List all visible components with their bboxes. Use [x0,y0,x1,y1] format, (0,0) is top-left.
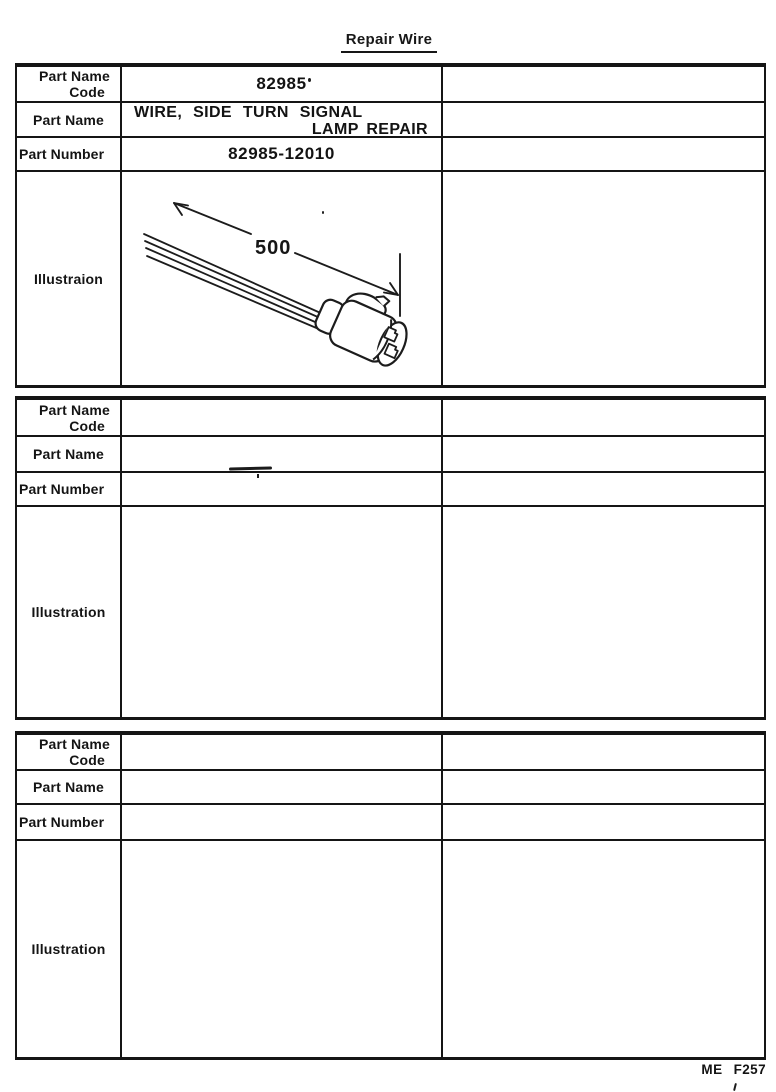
illustration-cell [122,841,443,1057]
label-part-name-code-line1: Part Name [38,68,110,84]
label-part-name-code-line1: Part Name [38,401,110,418]
extra-column-cell [443,138,764,172]
label-part-name-code-line1: Part Name [38,736,110,752]
extra-column-cell [443,400,764,437]
extra-column-cell [443,735,764,771]
part-table-2 [15,396,766,720]
extra-column-cell [443,103,764,138]
extra-column-cell [443,172,764,385]
illustration-cell [122,507,443,717]
value-part-name-code [122,735,443,771]
page-title: Repair Wire [341,31,437,53]
part-table-3 [15,731,766,1060]
extra-column-cell [443,805,764,841]
label-part-number: Part Number [17,473,122,507]
label-illustration: Illustraion [17,172,122,385]
label-part-name-code-line2: Code [69,752,105,768]
label-part-number: Part Number [17,805,122,841]
value-part-name [122,103,443,138]
label-part-name: Part Name [17,771,122,805]
label-part-name-code-line2: Code [69,417,105,434]
value-part-name [122,771,443,805]
extra-column-cell [443,67,764,103]
label-part-number: Part Number [17,138,122,172]
value-part-name [122,437,443,473]
value-part-number [122,473,443,507]
extra-column-cell [443,507,764,717]
part-name-line2: LAMP REPAIR [311,121,428,138]
wire-illustration [122,172,441,384]
label-part-name: Part Name [17,103,122,138]
scan-artifact-dot [308,78,311,82]
dimension-label: 500 [255,237,292,259]
value-part-number: 82985-12010 [122,138,443,172]
part-table-1 [15,63,766,388]
label-part-name-code [17,400,122,437]
value-part-number [122,805,443,841]
label-illustration: Illustration [17,507,122,717]
label-part-name-code-line2: Code [69,84,105,100]
scan-artifact-tick [733,1083,737,1091]
value-part-name-code [122,400,443,437]
scan-artifact-dot [322,211,324,214]
extra-column-cell [443,771,764,805]
extra-column-cell [443,437,764,473]
label-part-name: Part Name [17,437,122,473]
extra-column-cell [443,841,764,1057]
part-name-line1: WIRE, SIDE TURN SIGNAL [134,104,363,121]
illustration-cell [122,172,443,385]
label-illustration: Illustration [17,841,122,1057]
connector-icon [310,275,419,370]
value-part-name-code: 82985 [122,67,443,103]
label-part-name-code [17,67,122,103]
scan-artifact-tick [257,474,259,478]
label-part-name-code [17,735,122,771]
footer-page-code: ME F257 [701,1062,766,1077]
extra-column-cell [443,473,764,507]
